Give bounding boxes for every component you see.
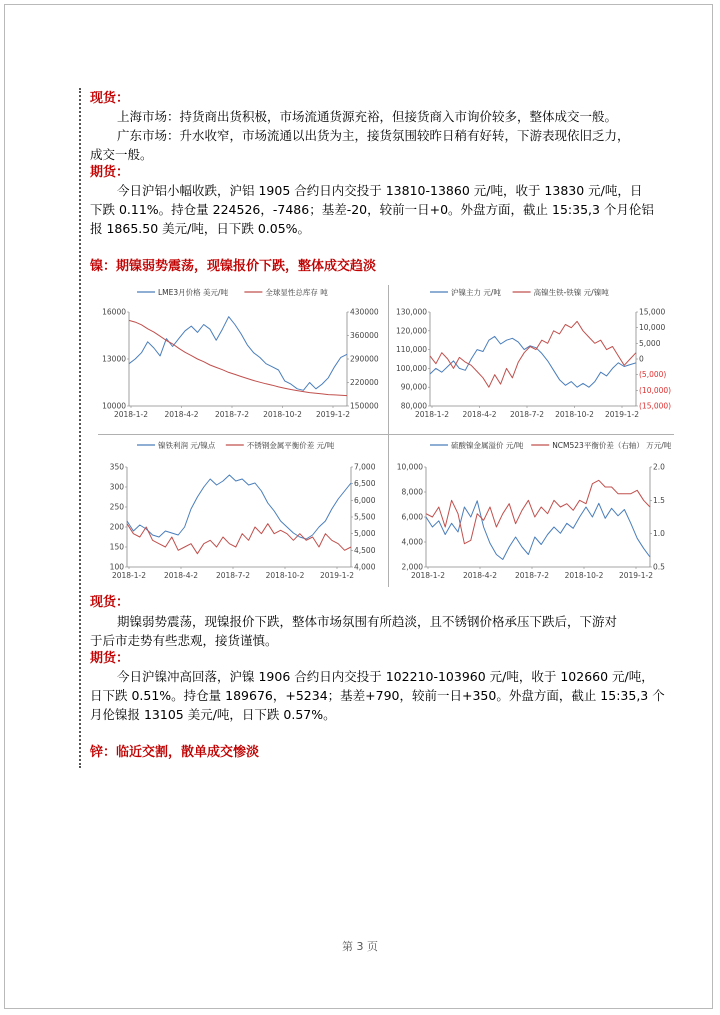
legend-label: 不锈钢金属平衡价差 元/吨 bbox=[246, 441, 335, 450]
y2-tick-label: 5,500 bbox=[354, 512, 376, 522]
y-tick-label: 250 bbox=[109, 502, 124, 512]
x-tick-label: 2019-1-2 bbox=[315, 410, 351, 419]
y-tick-label: 10,000 bbox=[396, 462, 423, 472]
chart-grid-hline bbox=[98, 434, 674, 435]
x-tick-label: 2018-4-2 bbox=[164, 410, 199, 419]
ni-futures-3: 月伦镍报 13105 美元/吨，日下跌 0.57%。 bbox=[90, 707, 336, 722]
al-futures-3: 报 1865.50 美元/吨，日下跌 0.05%。 bbox=[90, 221, 311, 236]
legend-label: 全球显性总库存 吨 bbox=[265, 288, 328, 297]
y2-tick-label: 2.0 bbox=[653, 462, 665, 472]
x-tick-label: 2018-10-2 bbox=[265, 571, 305, 580]
ni-futures-heading: 期货： bbox=[90, 651, 130, 666]
x-tick-label: 2019-1-2 bbox=[319, 571, 355, 580]
y2-tick-label: 0 bbox=[639, 354, 644, 364]
x-tick-label: 2018-10-2 bbox=[564, 571, 604, 580]
x-tick-label: 2018-4-2 bbox=[462, 571, 498, 580]
ni-spot-1: 期镍弱势震荡，现镍报价下跌，整体市场氛围有所趋淡，且不锈钢价格承压下跌后，下游对 bbox=[117, 614, 618, 629]
y-tick-label: 2,000 bbox=[401, 562, 423, 572]
y2-tick-label: 15,000 bbox=[639, 307, 666, 317]
left-margin-rule bbox=[79, 88, 81, 768]
legend-label: NCM523平衡价差（右轴） 万元/吨 bbox=[552, 441, 672, 450]
chart-npi-profit-stainless-spread bbox=[97, 437, 387, 587]
ni-futures-2: 日下跌 0.51%。持仓量 189676，+5234；基差+790，较前一日+350。外盘方面，截止 15:35,3 个 bbox=[90, 688, 665, 703]
series-line bbox=[426, 501, 650, 560]
x-tick-label: 2018-1-2 bbox=[111, 571, 147, 580]
y2-tick-label: 4,000 bbox=[354, 562, 376, 572]
chart-nickel-sulfate-premium-ncm bbox=[390, 437, 680, 587]
y2-tick-label: 0.5 bbox=[653, 562, 665, 572]
x-tick-label: 2018-1-2 bbox=[113, 410, 149, 419]
ni-spot-heading: 现货： bbox=[90, 595, 130, 610]
series-line bbox=[129, 320, 347, 395]
x-tick-label: 2018-10-2 bbox=[263, 410, 302, 419]
y2-tick-label: 220000 bbox=[350, 378, 379, 387]
y-tick-label: 350 bbox=[109, 462, 124, 472]
y2-tick-label: 430000 bbox=[350, 307, 379, 317]
al-futures-1: 今日沪铝小幅收跌，沪铝 1905 合约日内交投于 13810-13860 元/吨，收于 13830 元/吨，日 bbox=[117, 183, 643, 198]
page-number: 第 3 页 bbox=[342, 940, 378, 953]
chart-grid-vline bbox=[388, 285, 389, 587]
al-spot-guangdong-2: 成交一般。 bbox=[90, 147, 153, 162]
y-tick-label: 110,000 bbox=[395, 345, 427, 355]
chart-shfe-nickel-npi-spread bbox=[390, 284, 680, 432]
y-tick-label: 4,000 bbox=[401, 537, 423, 547]
y2-tick-label: 5,000 bbox=[639, 338, 661, 348]
ni-futures-1: 今日沪镍冲高回落，沪镍 1906 合约日内交投于 102210-103960 元/吨，收于 102660 元/吨， bbox=[117, 669, 654, 684]
ni-section-title: 镍：期镍弱势震荡，现镍报价下跌，整体成交趋淡 bbox=[90, 259, 377, 274]
zn-section-title: 锌：临近交割，散单成交惨淡 bbox=[90, 745, 260, 760]
x-tick-label: 2018-7-2 bbox=[509, 410, 545, 419]
y2-tick-label: 1.5 bbox=[653, 495, 665, 505]
series-line bbox=[127, 475, 351, 539]
y-tick-label: 200 bbox=[109, 522, 124, 532]
legend-label: 沪镍主力 元/吨 bbox=[451, 288, 501, 297]
legend-label: 高镍生铁-铁镍 元/镍吨 bbox=[533, 288, 609, 297]
y2-tick-label: 7,000 bbox=[354, 462, 376, 472]
x-tick-label: 2018-1-2 bbox=[414, 410, 450, 419]
series-line bbox=[430, 336, 636, 387]
y-tick-label: 13000 bbox=[102, 354, 126, 364]
al-futures-heading: 期货： bbox=[90, 165, 130, 180]
y-tick-label: 150 bbox=[109, 542, 124, 552]
y-tick-label: 90,000 bbox=[400, 382, 427, 392]
x-tick-label: 2018-1-2 bbox=[410, 571, 446, 580]
x-tick-label: 2018-7-2 bbox=[514, 571, 550, 580]
y-tick-label: 80,000 bbox=[400, 401, 427, 411]
al-spot-heading: 现货： bbox=[90, 91, 130, 106]
ni-spot-2: 于后市走势有些悲观，接货谨慎。 bbox=[90, 633, 278, 648]
y-tick-label: 130,000 bbox=[395, 307, 427, 317]
series-line bbox=[129, 317, 347, 391]
x-tick-label: 2018-7-2 bbox=[215, 571, 251, 580]
x-tick-label: 2018-10-2 bbox=[555, 410, 594, 419]
y-tick-label: 16000 bbox=[102, 307, 126, 317]
y-tick-label: 120,000 bbox=[395, 326, 427, 336]
y-tick-label: 6,000 bbox=[401, 512, 423, 522]
y2-tick-label: 5,000 bbox=[354, 529, 376, 539]
y2-tick-label: 6,000 bbox=[354, 495, 376, 505]
y-tick-label: 8,000 bbox=[401, 487, 423, 497]
x-tick-label: 2019-1-2 bbox=[618, 571, 654, 580]
y2-tick-label: 150000 bbox=[350, 401, 379, 411]
chart-lme-price-inventory bbox=[97, 284, 387, 432]
x-tick-label: 2018-4-2 bbox=[163, 571, 199, 580]
y2-tick-label: 6,500 bbox=[354, 479, 376, 489]
legend-label: 镍铁利润 元/镍点 bbox=[158, 441, 216, 450]
y-tick-label: 100 bbox=[109, 562, 124, 572]
y2-tick-label: 360000 bbox=[350, 331, 379, 340]
y-tick-label: 300 bbox=[109, 482, 124, 492]
y2-tick-label: (5,000) bbox=[639, 370, 667, 380]
y2-tick-label: 4,500 bbox=[354, 545, 376, 555]
legend-label: 硫酸镍金属溢价 元/吨 bbox=[451, 441, 524, 450]
y2-tick-label: 290000 bbox=[350, 354, 379, 364]
series-line bbox=[426, 480, 650, 543]
y-tick-label: 10000 bbox=[102, 401, 126, 411]
al-spot-shanghai: 上海市场：持货商出货积极，市场流通货源充裕，但接货商入市询价较多，整体成交一般。 bbox=[117, 109, 618, 124]
y2-tick-label: (15,000) bbox=[639, 401, 672, 411]
series-line bbox=[430, 321, 636, 387]
al-futures-2: 下跌 0.11%。持仓量 224526，-7486；基差-20，较前一日+0。外盘方面，截止 15:35,3 个月伦铝 bbox=[90, 202, 654, 217]
y2-tick-label: 10,000 bbox=[639, 323, 666, 333]
y-tick-label: 100,000 bbox=[395, 363, 427, 373]
y2-tick-label: (10,000) bbox=[639, 385, 672, 395]
x-tick-label: 2018-4-2 bbox=[462, 410, 497, 419]
legend-label: LME3月价格 美元/吨 bbox=[158, 288, 229, 297]
y2-tick-label: 1.0 bbox=[653, 529, 665, 539]
x-tick-label: 2019-1-2 bbox=[604, 410, 640, 419]
al-spot-guangdong-1: 广东市场：升水收窄，市场流通以出货为主，接货氛围较昨日稍有好转，下游表现依旧乏力， bbox=[117, 128, 630, 143]
x-tick-label: 2018-7-2 bbox=[214, 410, 250, 419]
